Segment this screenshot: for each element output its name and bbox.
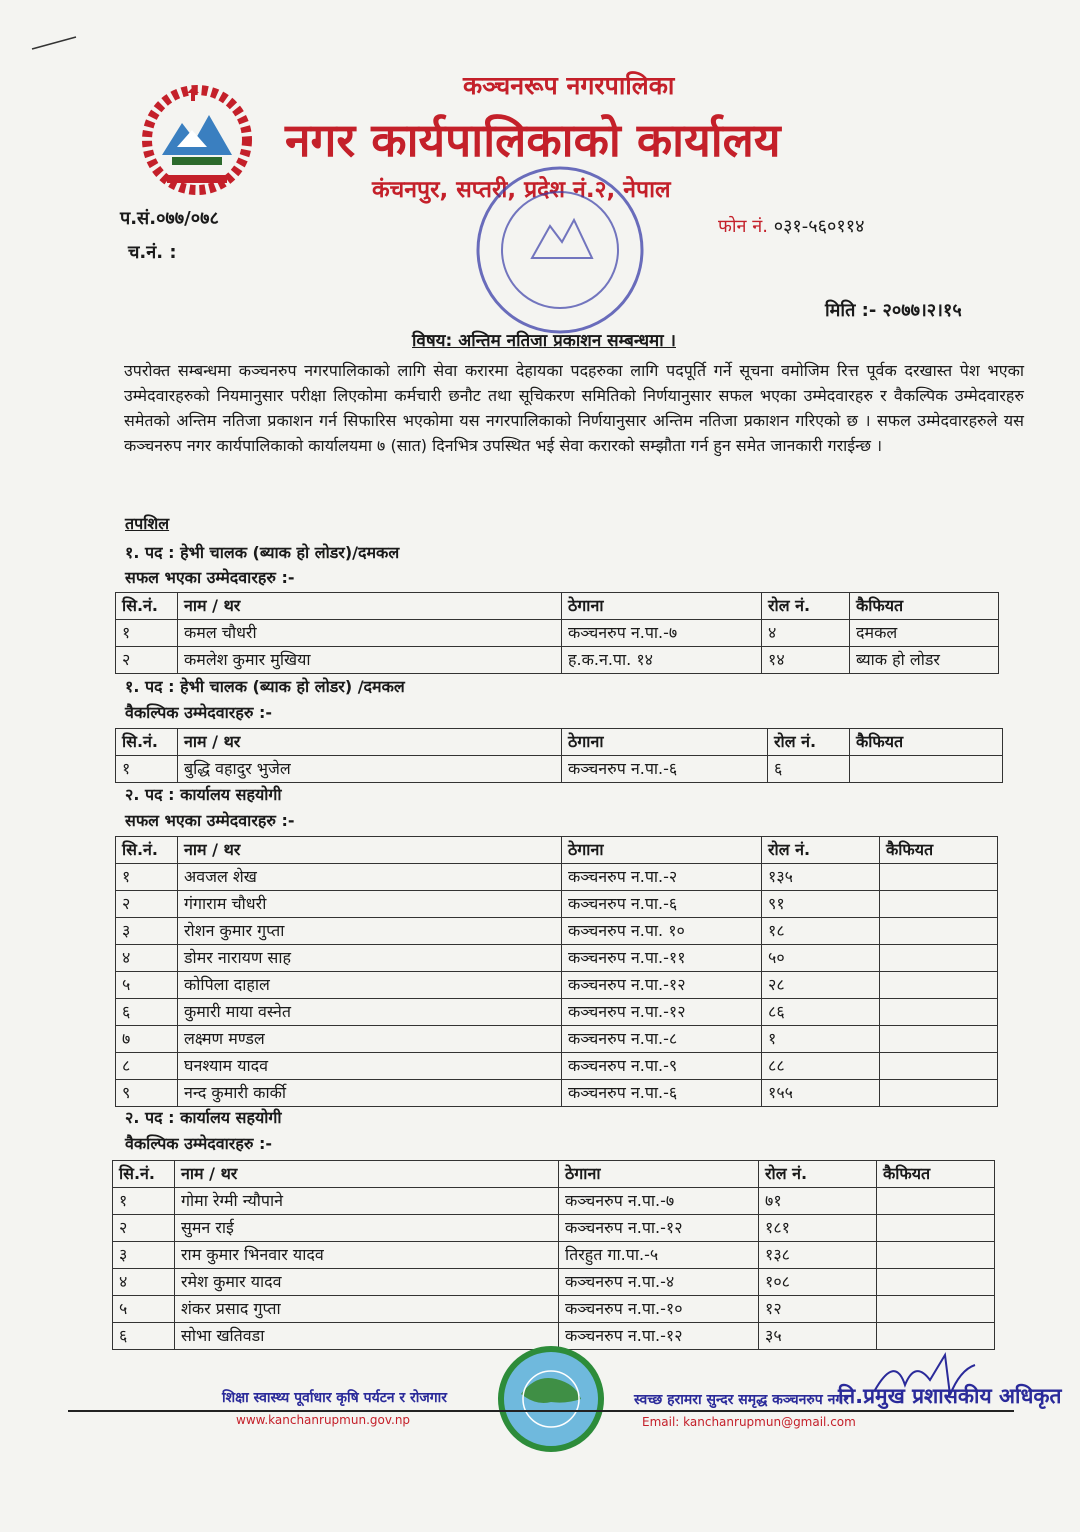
cell-name: गंगाराम चौधरी — [178, 891, 562, 918]
col-name: नाम / थर — [178, 837, 562, 864]
cell-roll: ५० — [762, 945, 880, 972]
cell-address: कञ्चनरुप न.पा. १० — [562, 918, 762, 945]
office-name: नगर कार्यपालिकाको कार्यालय — [285, 113, 781, 167]
cell-name: सोभा खतिवडा — [175, 1323, 559, 1350]
cell-remarks — [880, 891, 998, 918]
section-4-type: वैकल्पिक उम्मेदवारहरु :- — [125, 1134, 273, 1153]
col-roll: रोल नं. — [762, 593, 850, 620]
cell-address: कञ्चनरुप न.पा.-७ — [562, 620, 762, 647]
table-row — [116, 945, 998, 972]
cell-name: गोमा रेग्मी न्यौपाने — [175, 1188, 559, 1215]
cell-name: लक्ष्मण मण्डल — [178, 1026, 562, 1053]
cell-remarks — [880, 918, 998, 945]
footer-website: www.kanchanrupmun.gov.np — [236, 1413, 411, 1427]
col-address: ठेगाना — [562, 593, 762, 620]
footer-email: Email: kanchanrupmun@gmail.com — [642, 1415, 856, 1429]
dispatch-number: च.नं. : — [128, 242, 177, 263]
cell-sn: ४ — [116, 945, 178, 972]
col-remarks: कैफियत — [850, 593, 999, 620]
cell-name: बुद्धि वहादुर भुजेल — [178, 756, 562, 783]
col-address: ठेगाना — [562, 729, 768, 756]
col-roll: रोल नं. — [759, 1161, 877, 1188]
table-row — [113, 1242, 995, 1269]
col-sn: सि.नं. — [116, 729, 178, 756]
cell-remarks — [880, 1080, 998, 1107]
col-roll: रोल नं. — [768, 729, 850, 756]
table-header-row — [116, 729, 1003, 756]
cell-name: कोपिला दाहाल — [178, 972, 562, 999]
cell-name: अवजल शेख — [178, 864, 562, 891]
col-sn: सि.नं. — [113, 1161, 175, 1188]
cell-roll: १४ — [762, 647, 850, 674]
cell-name: रमेश कुमार यादव — [175, 1269, 559, 1296]
cell-roll: ८६ — [762, 999, 880, 1026]
cell-address: कञ्चनरुप न.पा.-६ — [562, 756, 768, 783]
section-2-post: १. पद : हेभी चालक (ब्याक हो लोडर) /दमकल — [125, 677, 405, 696]
col-name: नाम / थर — [178, 729, 562, 756]
col-name: नाम / थर — [175, 1161, 559, 1188]
col-roll: रोल नं. — [762, 837, 880, 864]
section-4-post: २. पद : कार्यालय सहयोगी — [125, 1108, 282, 1127]
cell-remarks — [880, 1053, 998, 1080]
table-header-row — [116, 837, 998, 864]
office-seal-icon — [470, 160, 650, 340]
cell-name: कमल चौधरी — [178, 620, 562, 647]
section-4-table — [112, 1160, 995, 1350]
cell-sn: ५ — [113, 1296, 175, 1323]
cell-sn: ८ — [116, 1053, 178, 1080]
cell-remarks — [880, 945, 998, 972]
cell-sn: १ — [113, 1188, 175, 1215]
municipality-name: कञ्चनरूप नगरपालिका — [463, 71, 675, 100]
col-address: ठेगाना — [559, 1161, 759, 1188]
cell-remarks — [880, 864, 998, 891]
cell-sn: ३ — [113, 1242, 175, 1269]
table-row — [116, 972, 998, 999]
cell-name: नन्द कुमारी कार्की — [178, 1080, 562, 1107]
cell-name: घनश्याम यादव — [178, 1053, 562, 1080]
table-row — [113, 1296, 995, 1323]
cell-roll: ३५ — [759, 1323, 877, 1350]
footer-divider — [68, 1410, 1014, 1412]
cell-roll: ८८ — [762, 1053, 880, 1080]
table-row — [116, 1080, 998, 1107]
cell-roll: ७१ — [759, 1188, 877, 1215]
cell-name: राम कुमार भिनवार यादव — [175, 1242, 559, 1269]
cell-remarks — [850, 756, 1003, 783]
cell-address: कञ्चनरुप न.पा.-१२ — [562, 972, 762, 999]
cell-remarks — [877, 1323, 995, 1350]
table-row — [116, 1026, 998, 1053]
pen-mark-icon — [30, 35, 78, 51]
cell-sn: ६ — [113, 1323, 175, 1350]
footer-left-slogan: शिक्षा स्वास्थ्य पूर्वाधार कृषि पर्यटन र रोजगार — [222, 1390, 447, 1406]
section-3-post: २. पद : कार्यालय सहयोगी — [125, 785, 282, 804]
footer-right-slogan: स्वच्छ हरामरा सुन्दर समृद्ध कञ्चनरुप नगर — [634, 1392, 849, 1408]
table-row — [116, 620, 999, 647]
cell-remarks — [877, 1269, 995, 1296]
table-row — [116, 999, 998, 1026]
table-row — [113, 1215, 995, 1242]
notice-date: मिति :- २०७७।२।१५ — [825, 300, 962, 321]
section-2-table — [115, 728, 1003, 783]
footer-globe-logo-icon — [496, 1344, 606, 1454]
cell-address: कञ्चनरुप न.पा.-१० — [559, 1296, 759, 1323]
cell-name: कमलेश कुमार मुखिया — [178, 647, 562, 674]
cell-sn: २ — [116, 647, 178, 674]
cell-address: कञ्चनरुप न.पा.-८ — [562, 1026, 762, 1053]
cell-roll: १३८ — [759, 1242, 877, 1269]
cell-roll: १ — [762, 1026, 880, 1053]
section-1-type: सफल भएका उम्मेदवारहरु :- — [125, 568, 295, 587]
cell-address: तिरहुत गा.पा.-५ — [559, 1242, 759, 1269]
section-1-post: १. पद : हेभी चालक (ब्याक हो लोडर)/दमकल — [125, 543, 400, 562]
table-row — [116, 647, 999, 674]
table-header-row — [116, 593, 999, 620]
cell-name: रोशन कुमार गुप्ता — [178, 918, 562, 945]
cell-address: कञ्चनरुप न.पा.-७ — [559, 1188, 759, 1215]
table-row — [113, 1269, 995, 1296]
cell-roll: १२ — [759, 1296, 877, 1323]
col-remarks: कैफियत — [877, 1161, 995, 1188]
col-name: नाम / थर — [178, 593, 562, 620]
cell-sn: ६ — [116, 999, 178, 1026]
cell-roll: २८ — [762, 972, 880, 999]
cell-roll: १०८ — [759, 1269, 877, 1296]
table-row — [116, 756, 1003, 783]
notice-subject: विषय: अन्तिम नतिजा प्रकाशन सम्बन्धमा । — [412, 331, 676, 351]
cell-address: ह.क.न.पा. १४ — [562, 647, 762, 674]
cell-address: कञ्चनरुप न.पा.-४ — [559, 1269, 759, 1296]
cell-sn: ३ — [116, 918, 178, 945]
col-sn: सि.नं. — [116, 837, 178, 864]
cell-remarks: ब्याक हो लोडर — [850, 647, 999, 674]
cell-address: कञ्चनरुप न.पा.-१२ — [559, 1215, 759, 1242]
cell-address: कञ्चनरुप न.पा.-६ — [562, 1080, 762, 1107]
cell-roll: ४ — [762, 620, 850, 647]
cell-name: कुमारी माया वस्नेत — [178, 999, 562, 1026]
cell-name: डोमर नारायण साह — [178, 945, 562, 972]
signatory-title: नि.प्रमुख प्रशासकीय अधिकृत — [838, 1384, 1062, 1408]
signature-icon — [870, 1350, 980, 1400]
cell-address: कञ्चनरुप न.पा.-९ — [562, 1053, 762, 1080]
cell-roll: ६ — [768, 756, 850, 783]
annex-label: तपशिल — [125, 514, 170, 533]
cell-sn: ९ — [116, 1080, 178, 1107]
office-address: कंचनपुर, सप्तरी, प्रदेश नं.२, नेपाल — [372, 177, 671, 203]
section-2-type: वैकल्पिक उम्मेदवारहरु :- — [125, 703, 273, 722]
cell-address: कञ्चनरुप न.पा.-२ — [562, 864, 762, 891]
cell-remarks — [880, 1026, 998, 1053]
phone-label: फोन नं. — [718, 216, 768, 237]
reference-number: प.सं.०७७/०७८ — [120, 208, 219, 229]
table-header-row — [113, 1161, 995, 1188]
table-row — [116, 891, 998, 918]
phone-line — [718, 214, 864, 238]
cell-address: कञ्चनरुप न.पा.-१२ — [562, 999, 762, 1026]
col-sn: सि.नं. — [116, 593, 178, 620]
cell-sn: १ — [116, 756, 178, 783]
cell-remarks — [880, 999, 998, 1026]
table-row — [116, 918, 998, 945]
table-row — [116, 864, 998, 891]
section-3-type: सफल भएका उम्मेदवारहरु :- — [125, 811, 295, 830]
cell-roll: ९१ — [762, 891, 880, 918]
cell-sn: १ — [116, 864, 178, 891]
cell-remarks: दमकल — [850, 620, 999, 647]
cell-address: कञ्चनरुप न.पा.-११ — [562, 945, 762, 972]
cell-sn: २ — [116, 891, 178, 918]
table-row — [116, 1053, 998, 1080]
cell-sn: ५ — [116, 972, 178, 999]
section-1-table — [115, 592, 999, 674]
cell-roll: १८१ — [759, 1215, 877, 1242]
cell-remarks — [877, 1215, 995, 1242]
cell-name: सुमन राई — [175, 1215, 559, 1242]
nepal-emblem-icon — [137, 85, 257, 195]
cell-remarks — [880, 972, 998, 999]
cell-roll: १५५ — [762, 1080, 880, 1107]
cell-sn: १ — [116, 620, 178, 647]
cell-remarks — [877, 1188, 995, 1215]
cell-remarks — [877, 1296, 995, 1323]
cell-roll: १३५ — [762, 864, 880, 891]
col-remarks: कैफियत — [880, 837, 998, 864]
cell-address: कञ्चनरुप न.पा.-६ — [562, 891, 762, 918]
cell-remarks — [877, 1242, 995, 1269]
cell-roll: १८ — [762, 918, 880, 945]
phone-number: ०३१-५६०११४ — [773, 216, 865, 237]
section-3-table — [115, 836, 998, 1107]
cell-name: शंकर प्रसाद गुप्ता — [175, 1296, 559, 1323]
cell-sn: ७ — [116, 1026, 178, 1053]
cell-sn: ४ — [113, 1269, 175, 1296]
col-address: ठेगाना — [562, 837, 762, 864]
cell-sn: २ — [113, 1215, 175, 1242]
cell-address: कञ्चनरुप न.पा.-१२ — [559, 1323, 759, 1350]
notice-body: उपरोक्त सम्बन्धमा कञ्चनरुप नगरपालिकाको लागि सेवा करारमा देहायका पदहरुका लागि पदपूर्ति गर्ने सूचना वमोजिम रित्त पूर्वक दरखास्त पेश भएका उम्मेदवारहरुको नियमानुसार परीक्षा लिएकोमा कर्मचारी छनौट तथा सूचिकरण समितिको निर्णयानुसार सफल भएका उम्मेदवारहरु र वैकल्पिक उम्मेदवारहरु समेतको अन्तिम नतिजा प्रकाशन गर्न सिफारिस भएकोमा यस नगरपालिकाको निर्णयानुसार अन्तिम नतिजा प्रकाशन गरिएको छ । सफल उम्मेदवारहरुले यस कञ्चनरुप नगर कार्यपालिकाको कार्यालयमा ७ (सात) दिनभित्र उपस्थित भई सेवा करारको सम्झौता गर्न हुन समेत जानकारी गराईन्छ । — [124, 361, 1024, 455]
col-remarks: कैफियत — [850, 729, 1003, 756]
table-row — [113, 1188, 995, 1215]
